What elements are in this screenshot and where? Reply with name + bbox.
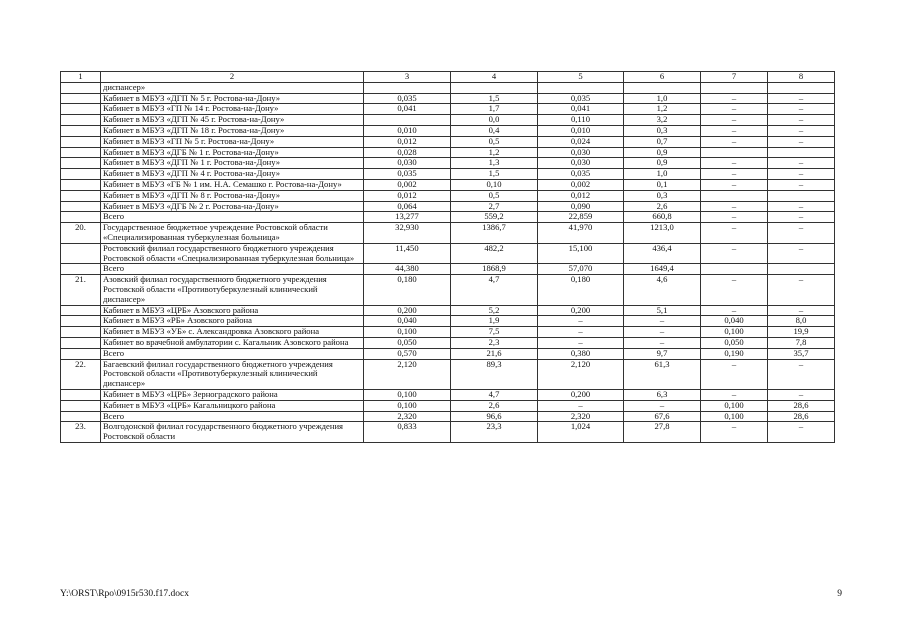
value-cell: 1,0 [624, 93, 701, 104]
row-number-cell [61, 147, 101, 158]
value-cell: 0,10 [451, 179, 538, 190]
value-cell: 1,024 [538, 422, 624, 443]
value-cell: – [768, 201, 835, 212]
row-label-cell: Кабинет в МБУЗ «ДГП № 45 г. Ростова-на-Дону» [101, 115, 364, 126]
value-cell: – [768, 179, 835, 190]
value-cell: 660,8 [624, 212, 701, 223]
row-label-cell: Кабинет в МБУЗ «ДГП № 5 г. Ростова-на-Дону» [101, 93, 364, 104]
value-cell [701, 264, 768, 275]
row-label-cell: Кабинет в МБУЗ «ЦРБ» Кагальницкого района [101, 400, 364, 411]
value-cell [768, 190, 835, 201]
value-cell: 1868,9 [451, 264, 538, 275]
table-row [61, 147, 835, 158]
row-label-cell: Волгодонской филиал государственного бюджетного учреждения Ростовской области [101, 422, 364, 443]
value-cell: – [768, 212, 835, 223]
value-cell [768, 82, 835, 93]
value-cell: 0,024 [538, 136, 624, 147]
value-cell: 0,041 [364, 104, 451, 115]
value-cell: 1,0 [624, 169, 701, 180]
row-number-cell [61, 190, 101, 201]
row-label-cell: Кабинет в МБУЗ «ДГП № 4 г. Ростова-на-Дону» [101, 169, 364, 180]
value-cell: 0,3 [624, 125, 701, 136]
row-number-cell [61, 201, 101, 212]
value-cell: 19,9 [768, 327, 835, 338]
value-cell: – [701, 136, 768, 147]
value-cell: – [624, 400, 701, 411]
row-number-cell [61, 158, 101, 169]
row-label-cell: Кабинет в МБУЗ «ЦРБ» Азовского района [101, 305, 364, 316]
value-cell: 67,6 [624, 411, 701, 422]
value-cell: 0,5 [451, 190, 538, 201]
row-number-cell: 21. [61, 275, 101, 305]
value-cell: 4,7 [451, 389, 538, 400]
row-label-cell: Кабинет в МБУЗ «ДГП № 18 г. Ростова-на-Дону» [101, 125, 364, 136]
value-cell: – [768, 359, 835, 389]
value-cell: 0,1 [624, 179, 701, 190]
row-number-cell [61, 115, 101, 126]
value-cell: 0,002 [538, 179, 624, 190]
value-cell: – [768, 243, 835, 264]
value-cell: 2,120 [364, 359, 451, 389]
row-label-cell: Кабинет в МБУЗ «ЦРБ» Зерноградского района [101, 389, 364, 400]
value-cell: 1386,7 [451, 223, 538, 244]
row-number-cell: 20. [61, 223, 101, 244]
table-row [61, 104, 835, 115]
value-cell: 5,2 [451, 305, 538, 316]
value-cell: 35,7 [768, 348, 835, 359]
value-cell: 1,9 [451, 316, 538, 327]
value-cell: – [768, 223, 835, 244]
value-cell: 57,070 [538, 264, 624, 275]
value-cell: 1213,0 [624, 223, 701, 244]
value-cell: 44,380 [364, 264, 451, 275]
value-cell: – [538, 337, 624, 348]
table-row [61, 305, 835, 316]
data-table [60, 71, 835, 443]
row-label-cell: Кабинет во врачебной амбулатории с. Кагальник Азовского района [101, 337, 364, 348]
value-cell: 2,120 [538, 359, 624, 389]
value-cell: 0,100 [701, 400, 768, 411]
row-label-cell: Всего [101, 264, 364, 275]
value-cell: 0,4 [451, 125, 538, 136]
value-cell: 32,930 [364, 223, 451, 244]
value-cell: – [768, 93, 835, 104]
row-label-cell: Кабинет в МБУЗ «ГП № 14 г. Ростова-на-Дону» [101, 104, 364, 115]
value-cell: 0,380 [538, 348, 624, 359]
value-cell: 27,8 [624, 422, 701, 443]
table-header-row [61, 72, 835, 83]
row-label-cell: Кабинет в МБУЗ «РБ» Азовского района [101, 316, 364, 327]
column-header: 1 [61, 72, 101, 83]
value-cell: – [768, 136, 835, 147]
value-cell: 1649,4 [624, 264, 701, 275]
value-cell: – [768, 389, 835, 400]
row-label-cell: Кабинет в МБУЗ «ГБ № 1 им. Н.А. Семашко г. Ростова-на-Дону» [101, 179, 364, 190]
row-label-cell: Багаевский филиал государственного бюджетного учреждения Ростовской области «Противотуберкулезный клинический диспансер» [101, 359, 364, 389]
value-cell: 0,833 [364, 422, 451, 443]
value-cell: 13,277 [364, 212, 451, 223]
row-number-cell [61, 264, 101, 275]
value-cell: 0,012 [364, 190, 451, 201]
value-cell: 1,5 [451, 169, 538, 180]
value-cell: – [701, 389, 768, 400]
value-cell: 0,100 [701, 411, 768, 422]
row-label-cell: Кабинет в МБУЗ «ДГБ № 2 г. Ростова-на-Дону» [101, 201, 364, 212]
value-cell: 0,9 [624, 147, 701, 158]
row-number-cell [61, 327, 101, 338]
row-number-cell [61, 316, 101, 327]
value-cell: – [768, 305, 835, 316]
table-row [61, 136, 835, 147]
value-cell: 7,8 [768, 337, 835, 348]
row-label-cell: Кабинет в МБУЗ «ДГП № 8 г. Ростова-на-Дону» [101, 190, 364, 201]
value-cell: 0,180 [538, 275, 624, 305]
value-cell [451, 82, 538, 93]
value-cell: 0,041 [538, 104, 624, 115]
row-number-cell [61, 212, 101, 223]
value-cell: 89,3 [451, 359, 538, 389]
row-number-cell [61, 337, 101, 348]
value-cell: 1,3 [451, 158, 538, 169]
value-cell: – [768, 104, 835, 115]
value-cell [364, 82, 451, 93]
table-row [61, 422, 835, 443]
value-cell: – [538, 327, 624, 338]
column-header: 5 [538, 72, 624, 83]
table-row [61, 348, 835, 359]
value-cell: – [701, 275, 768, 305]
value-cell: 0,010 [364, 125, 451, 136]
value-cell: 0,200 [364, 305, 451, 316]
value-cell [538, 82, 624, 93]
value-cell: 0,5 [451, 136, 538, 147]
value-cell: 28,6 [768, 411, 835, 422]
table-row [61, 275, 835, 305]
table-row [61, 201, 835, 212]
value-cell: 3,2 [624, 115, 701, 126]
table-row [61, 327, 835, 338]
value-cell: 28,6 [768, 400, 835, 411]
value-cell: 0,040 [364, 316, 451, 327]
value-cell: 0,100 [364, 389, 451, 400]
table-row [61, 169, 835, 180]
row-number-cell [61, 243, 101, 264]
value-cell: 0,030 [538, 147, 624, 158]
table-row [61, 223, 835, 244]
table-row [61, 158, 835, 169]
value-cell: 0,190 [701, 348, 768, 359]
page-number: 9 [837, 589, 842, 599]
value-cell: – [701, 305, 768, 316]
value-cell: – [768, 158, 835, 169]
row-label-cell: Всего [101, 348, 364, 359]
value-cell: 0,064 [364, 201, 451, 212]
value-cell: 6,3 [624, 389, 701, 400]
value-cell: 0,200 [538, 389, 624, 400]
row-number-cell [61, 305, 101, 316]
value-cell: 436,4 [624, 243, 701, 264]
value-cell [364, 115, 451, 126]
value-cell: – [701, 169, 768, 180]
value-cell: 0,030 [364, 158, 451, 169]
value-cell: 2,6 [624, 201, 701, 212]
value-cell: 8,0 [768, 316, 835, 327]
table-row [61, 212, 835, 223]
row-label-cell: Кабинет в МБУЗ «ДГБ № 1 г. Ростова-на-Дону» [101, 147, 364, 158]
row-label-cell: Ростовский филиал государственного бюджетного учреждения Ростовской области «Специализированная туберкулезная больница» [101, 243, 364, 264]
table-row [61, 359, 835, 389]
table-row [61, 125, 835, 136]
table-row [61, 400, 835, 411]
value-cell: – [701, 93, 768, 104]
column-header: 4 [451, 72, 538, 83]
value-cell: 7,5 [451, 327, 538, 338]
column-header: 8 [768, 72, 835, 83]
column-header: 7 [701, 72, 768, 83]
value-cell: – [701, 359, 768, 389]
value-cell: 0,002 [364, 179, 451, 190]
column-header: 3 [364, 72, 451, 83]
value-cell: 0,012 [538, 190, 624, 201]
row-number-cell [61, 104, 101, 115]
value-cell: 1,2 [451, 147, 538, 158]
value-cell: – [701, 422, 768, 443]
row-number-cell: 22. [61, 359, 101, 389]
value-cell: 0,0 [451, 115, 538, 126]
value-cell: 0,050 [701, 337, 768, 348]
table-row [61, 337, 835, 348]
value-cell: 96,6 [451, 411, 538, 422]
value-cell: 0,030 [538, 158, 624, 169]
value-cell: 0,010 [538, 125, 624, 136]
value-cell: 0,040 [701, 316, 768, 327]
value-cell: 0,200 [538, 305, 624, 316]
row-number-cell [61, 93, 101, 104]
table-row [61, 115, 835, 126]
value-cell: 2,7 [451, 201, 538, 212]
value-cell: 0,050 [364, 337, 451, 348]
value-cell [768, 264, 835, 275]
row-label-cell: Кабинет в МБУЗ «УБ» с. Александровка Азовского района [101, 327, 364, 338]
row-label-cell: диспансер» [101, 82, 364, 93]
value-cell: – [701, 201, 768, 212]
value-cell: – [701, 115, 768, 126]
value-cell: 21,6 [451, 348, 538, 359]
value-cell: 41,970 [538, 223, 624, 244]
value-cell: – [768, 422, 835, 443]
value-cell: – [768, 125, 835, 136]
table-row [61, 93, 835, 104]
value-cell: 559,2 [451, 212, 538, 223]
value-cell: 0,3 [624, 190, 701, 201]
value-cell: – [624, 316, 701, 327]
value-cell: – [624, 327, 701, 338]
value-cell: 1,7 [451, 104, 538, 115]
footer-file-path: Y:\ORST\Rpo\0915r530.f17.docx [60, 589, 189, 599]
value-cell: 0,035 [364, 169, 451, 180]
row-number-cell [61, 348, 101, 359]
row-label-cell: Кабинет в МБУЗ «ГП № 5 г. Ростова-на-Дону» [101, 136, 364, 147]
value-cell: 4,7 [451, 275, 538, 305]
value-cell: 5,1 [624, 305, 701, 316]
value-cell: 4,6 [624, 275, 701, 305]
value-cell: 0,9 [624, 158, 701, 169]
row-number-cell [61, 400, 101, 411]
value-cell: – [701, 223, 768, 244]
table-row [61, 82, 835, 93]
value-cell: 0,180 [364, 275, 451, 305]
row-number-cell [61, 169, 101, 180]
row-number-cell [61, 82, 101, 93]
value-cell: – [624, 337, 701, 348]
table-row [61, 264, 835, 275]
row-number-cell [61, 389, 101, 400]
row-number-cell [61, 179, 101, 190]
value-cell: 22,859 [538, 212, 624, 223]
value-cell: – [768, 115, 835, 126]
table-row [61, 243, 835, 264]
value-cell: 0,035 [538, 93, 624, 104]
value-cell: 15,100 [538, 243, 624, 264]
table-row [61, 411, 835, 422]
row-label-cell: Азовский филиал государственного бюджетного учреждения Ростовской области «Противотуберкулезный клинический диспансер» [101, 275, 364, 305]
value-cell: – [701, 104, 768, 115]
value-cell [701, 147, 768, 158]
value-cell: 0,100 [364, 400, 451, 411]
value-cell: 482,2 [451, 243, 538, 264]
value-cell: 11,450 [364, 243, 451, 264]
value-cell: 0,035 [364, 93, 451, 104]
table-row [61, 389, 835, 400]
value-cell: – [538, 400, 624, 411]
value-cell: 0,012 [364, 136, 451, 147]
row-label-cell: Государственное бюджетное учреждение Ростовской области «Специализированная туберкулезная больница» [101, 223, 364, 244]
value-cell: 0,110 [538, 115, 624, 126]
row-number-cell [61, 136, 101, 147]
value-cell: – [768, 275, 835, 305]
row-label-cell: Кабинет в МБУЗ «ДГП № 1 г. Ростова-на-Дону» [101, 158, 364, 169]
value-cell: 2,6 [451, 400, 538, 411]
table-row [61, 179, 835, 190]
value-cell: 2,320 [364, 411, 451, 422]
value-cell: – [701, 158, 768, 169]
value-cell: – [701, 212, 768, 223]
value-cell: 1,5 [451, 93, 538, 104]
table-row [61, 190, 835, 201]
value-cell [624, 82, 701, 93]
value-cell: 2,3 [451, 337, 538, 348]
value-cell: 2,320 [538, 411, 624, 422]
value-cell: 0,090 [538, 201, 624, 212]
value-cell [701, 190, 768, 201]
value-cell: – [701, 243, 768, 264]
value-cell: – [701, 125, 768, 136]
value-cell: 0,7 [624, 136, 701, 147]
value-cell [701, 82, 768, 93]
value-cell: 9,7 [624, 348, 701, 359]
value-cell: 23,3 [451, 422, 538, 443]
row-number-cell [61, 125, 101, 136]
row-number-cell: 23. [61, 422, 101, 443]
value-cell: 0,035 [538, 169, 624, 180]
value-cell: 0,100 [364, 327, 451, 338]
value-cell: 0,100 [701, 327, 768, 338]
row-label-cell: Всего [101, 212, 364, 223]
value-cell: 0,570 [364, 348, 451, 359]
column-header: 2 [101, 72, 364, 83]
column-header: 6 [624, 72, 701, 83]
value-cell: – [768, 169, 835, 180]
value-cell [768, 147, 835, 158]
row-label-cell: Всего [101, 411, 364, 422]
row-number-cell [61, 411, 101, 422]
value-cell: 0,028 [364, 147, 451, 158]
value-cell: – [701, 179, 768, 190]
table-row [61, 316, 835, 327]
value-cell: – [538, 316, 624, 327]
value-cell: 61,3 [624, 359, 701, 389]
value-cell: 1,2 [624, 104, 701, 115]
